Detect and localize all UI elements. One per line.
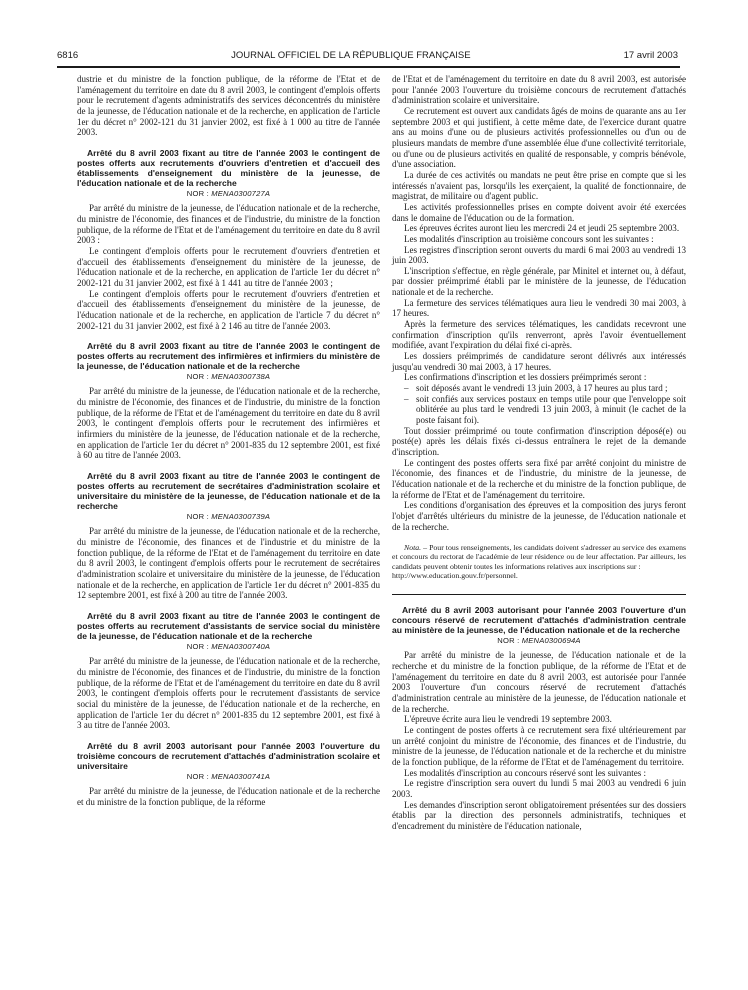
decree-secretaires <box>77 471 380 601</box>
body-paragraph: L'inscription s'effectue, en règle générale, par Minitel et internet ou, à défaut, par dossier préimprimé établi par le ministère de la jeunesse, de l'éducation nationale et de la recherche. <box>392 265 686 298</box>
running-head <box>57 48 678 62</box>
decree-paragraph: Le registre d'inscription sera ouvert du lundi 5 mai 2003 au vendredi 6 juin 2003. <box>392 778 686 799</box>
list-item: – soit déposés avant le vendredi 13 juin 2003, à 17 heures au plus tard ; <box>392 383 686 394</box>
nota-url[interactable]: http://www.education.gouv.fr/personnel. <box>392 570 518 580</box>
submission-options-list <box>392 383 686 426</box>
body-paragraph: Les conditions d'organisation des épreuves et la composition des jurys feront l'objet d'arrêtés ultérieurs du ministre de la jeunesse, de l'éducation nationale et de la recherche. <box>392 500 686 532</box>
decree-paragraph: Par arrêté du ministre de la jeunesse, de l'éducation nationale et de la recherche, du ministre de l'économie, des finances et de l'industrie, du ministre de la fonction publique, de la réforme de l'Etat et de l'aménagement du territoire en date du 8 avril 2003, le contingent d'emplois offerts pour le recrutement des infirmières et infirmiers du ministère de la jeunesse, de l'éducation nationale et de la recherche, en application de l'article 1er du décret n° 2001-835 du 12 septembre 2001, est fixé à 60 au titre de l'année 2003. <box>77 386 380 461</box>
section-separator <box>392 594 686 595</box>
decree-paragraph: Par arrêté du ministre de la jeunesse, de l'éducation nationale et de la recherche, du ministre de l'économie, des finances et de l'industrie et du ministre de la fonction publique, de la réforme de l'Etat et de l'aménagement du territoire en date du 8 avril 2003, le contingent d'emplois offerts pour le recrutement de secrétaires d'administration scolaire et universitaire du ministère de la jeunesse, de l'éducation nationale et de la recherche, en application de l'article 1er du décret n° 2001-835 du 12 septembre 2001, est fixé à 200 au titre de l'année 2003. <box>77 526 380 601</box>
decree-paragraph: Par arrêté du ministre de la jeunesse, de l'éducation nationale et de la recherche et du ministre de la fonction publique, de la réforme <box>77 786 380 807</box>
decree-infirmiers <box>77 341 380 461</box>
nor-reference <box>77 189 380 199</box>
body-paragraph: La durée de ces activités ou mandats ne peut être prise en compte que si les intéressés n'avaient pas, lorsqu'ils les exerçaient, la qualité de fonctionnaire, de magistrat, de militaire ou d'agent public. <box>392 169 686 202</box>
nor-label: NOR : <box>186 642 209 652</box>
continued-paragraph: de l'Etat et de l'aménagement du territoire en date du 8 avril 2003, est autorisée pour l'année 2003 l'ouverture du troisième concours de recrutement d'attachés d'administration scolaire et universitaire. <box>392 74 686 106</box>
body-paragraph: Les activités professionnelles prises en compte doivent avoir été exercées dans le domaine de l'éducation ou de la formation. <box>392 201 686 223</box>
body-paragraph: Les dossiers préimprimés de candidature seront délivrés aux intéressés jusqu'au vendredi 30 mai 2003, à 17 heures. <box>392 351 686 372</box>
nor-reference <box>77 372 380 382</box>
body-paragraph: Les registres d'inscription seront ouverts du mardi 6 mai 2003 au vendredi 13 juin 2003. <box>392 244 686 266</box>
decree-troisieme-concours <box>77 741 380 808</box>
decree-title: Arrêté du 8 avril 2003 fixant au titre de l'année 2003 le contingent de postes offerts au recrutement d'assistants de service social du ministère de la jeunesse, de l'éducation nationale et de la recherche <box>77 611 380 642</box>
nota-note <box>392 543 686 571</box>
body-paragraph: Les épreuves écrites auront lieu les mercredi 24 et jeudi 25 septembre 2003. <box>404 223 680 234</box>
nota-text: Pour tous renseignements, les candidats doivent s'adresser au service des examens et concours du rectorat de l'académie de leur résidence ou de leur affectation. Par ailleurs, les candidats peuvent obtenir toutes les informations relatives aux inscriptions sur : <box>392 543 686 571</box>
nor-label: NOR : <box>497 636 520 646</box>
body-paragraph: Les modalités d'inscription au troisième concours sont les suivantes : <box>404 233 654 244</box>
body-paragraph: Tout dossier préimprimé ou toute confirmation d'inscription déposé(e) ou posté(e) après les délais fixés ci-dessus entraînera le rejet de la demande d'inscription. <box>392 425 686 457</box>
decree-title: Arrêté du 8 avril 2003 autorisant pour l'année 2003 l'ouverture du troisième concours de recrutement d'attachés d'administration scolaire et universitaire <box>77 740 380 772</box>
nor-reference <box>77 772 380 782</box>
continued-paragraph: dustrie et du ministre de la fonction publique, de la réforme de l'Etat et de l'aménagement du territoire en date du 8 avril 2003, le contingent d'emplois offerts pour le recrutement d'agents administratifs des services déconcentrés du ministère de la jeunesse, de l'éducation nationale et de la recherche, en application de l'article 1er du décret n° 2002-121 du 31 janvier 2002, est fixé à 1 000 au titre de l'année 2003. <box>77 74 380 138</box>
decree-paragraph: Le contingent d'emplois offerts pour le recrutement d'ouvriers d'entretien et d'accueil des établissements d'enseignement du ministère de la jeunesse, de l'éducation nationale et de la recherche, en application de l'article 7 du décret n° 2002-121 du 31 janvier 2002, est fixé à 2 146 au titre de l'année 2003. <box>77 288 380 331</box>
nor-reference <box>77 642 380 652</box>
right-column <box>392 74 686 831</box>
nor-label: NOR : <box>186 372 209 382</box>
decree-paragraph: Le contingent de postes offerts à ce recrutement sera fixé ultérieurement par un arrêté conjoint du ministre de l'économie, des finances et de l'industrie, du ministre de la jeunesse, de l'éducation nationale et de la recherche et du ministre de la fonction publique, de la réforme de l'Etat et de l'aménagement du territoire. <box>392 724 686 767</box>
decree-paragraph: Par arrêté du ministre de la jeunesse, de l'éducation nationale et de la recherche et du ministre de la fonction publique, de la réforme de l'Etat et de l'aménagement du territoire en date du 8 avril 2003, est autorisée pour l'année 2003 l'ouverture d'un concours réservé de recrutement d'attachés d'administration centrale au ministère de la jeunesse, de l'éducation nationale et de la recherche. <box>392 650 686 714</box>
decree-concours-reserve <box>392 605 686 831</box>
nor-label: NOR : <box>186 189 209 199</box>
nor-code: MENA0300741A <box>211 772 271 782</box>
decree-title: Arrêté du 8 avril 2003 autorisant pour l'année 2003 l'ouverture d'un concours réservé de recrutement d'attachés d'administration centrale au ministère de la jeunesse, de l'éducation nationale et de la recherche <box>392 605 686 636</box>
nor-label: NOR : <box>186 512 209 522</box>
nor-code: MENA0300727A <box>211 189 271 199</box>
decree-ouvriers-entretien <box>77 148 380 331</box>
nor-code: MENA0300738A <box>211 372 271 382</box>
list-item: – soit confiés aux services postaux en temps utile pour que l'enveloppe soit oblitérée au plus tard le vendredi 13 juin 2003, à minuit (le cachet de la poste faisant foi). <box>392 394 686 426</box>
decree-paragraph: Par arrêté du ministre de la jeunesse, de l'éducation nationale et de la recherche, du ministre de l'économie, des finances et de l'industrie, du ministre de la fonction publique, de la réforme de l'Etat et de l'aménagement du territoire en date du 8 avril 2003, le contingent d'emplois offerts pour le recrutement d'assistants de service social du ministère de la jeunesse, de l'éducation nationale et de la recherche, en application de l'article 1er du décret n° 2001-835 du 12 septembre 2001, est fixé à 3 au titre de l'année 2003. <box>77 656 380 731</box>
issue-date: 17 avril 2003 <box>623 49 678 61</box>
left-column <box>77 74 380 808</box>
body-paragraph: Les confirmations d'inscription et les dossiers préimprimés seront : <box>404 372 647 383</box>
nor-code: MENA0300739A <box>211 512 271 522</box>
decree-title: Arrêté du 8 avril 2003 fixant au titre de l'année 2003 le contingent de postes offerts aux recrutements d'ouvriers d'entretien et d'accueil des établissements d'enseignement du ministère de la jeunesse, de l'éducation nationale et de la recherche <box>77 147 380 189</box>
body-paragraph: Après la fermeture des services télématiques, les candidats recevront une confirmation d'inscription qu'ils renverront, après l'avoir éventuellement modifiée, avant l'expiration du délai fixé ci-après. <box>392 319 686 351</box>
body-paragraph: La fermeture des services télématiques aura lieu le vendredi 30 mai 2003, à 17 heures. <box>392 297 686 319</box>
nor-label: NOR : <box>186 772 209 782</box>
body-paragraph: Le contingent des postes offerts sera fixé par arrêté conjoint du ministre de l'économie, des finances et de l'industrie, du ministre de la jeunesse, de l'éducation nationale et de la recherche et du ministre de la fonction publique, de la réforme de l'Etat et de l'aménagement du territoire. <box>392 457 686 500</box>
nor-reference <box>392 636 686 646</box>
journal-title: JOURNAL OFFICIEL DE LA RÉPUBLIQUE FRANÇAISE <box>231 49 471 61</box>
decree-title: Arrêté du 8 avril 2003 fixant au titre de l'année 2003 le contingent de postes offerts au recrutement de secrétaires d'administration scolaire et universitaire du ministère de la jeunesse, de l'éducation nationale et de la recherche <box>77 471 380 512</box>
decree-paragraph: L'épreuve écrite aura lieu le vendredi 19 septembre 2003. <box>404 714 612 725</box>
page-number: 6816 <box>57 49 79 61</box>
nor-code: MENA0300740A <box>211 642 271 652</box>
decree-paragraph: Par arrêté du ministre de la jeunesse, de l'éducation nationale et de la recherche, du ministre de l'économie, des finances et de l'industrie, du ministre de la fonction publique, de la réforme de l'Etat et de l'aménagement du territoire en date du 8 avril 2003 : <box>77 203 380 246</box>
nor-code: MENA0300694A <box>521 636 581 646</box>
body-paragraph: Ce recrutement est ouvert aux candidats âgés de moins de quarante ans au 1er septembre 2003 et qui justifient, à cette même date, de l'exercice durant quatre ans au moins d'une ou de plusieurs activités professionnelles ou d'un ou de plusieurs mandats de membre d'une assemblée élue d'une collectivité territoriale, ou d'une ou de plusieurs activités en qualité de responsable, y compris bénévole, d'une association. <box>392 105 686 170</box>
decree-paragraph: Les modalités d'inscription au concours réservé sont les suivantes : <box>404 767 647 778</box>
decree-assistants-social <box>77 611 380 731</box>
nota-label: Nota. – <box>404 543 428 553</box>
header-rule <box>57 66 680 68</box>
nor-reference <box>77 512 380 522</box>
decree-paragraph: Les demandes d'inscription seront obligatoirement présentées sur des dossiers établis par la direction des personnels administratifs, techniques et d'encadrement du ministère de l'éducation nationale, <box>392 799 686 831</box>
decree-paragraph: Le contingent d'emplois offerts pour le recrutement d'ouvriers d'entretien et d'accueil des établissements d'enseignement du ministère de la jeunesse, de l'éducation nationale et de la recherche, en application de l'article 1er du décret n° 2002-121 du 31 janvier 2002, est fixé à 1 441 au titre de l'année 2003 ; <box>77 245 380 288</box>
decree-title: Arrêté du 8 avril 2003 fixant au titre de l'année 2003 le contingent de postes offerts au recrutement des infirmières et infirmiers du ministère de la jeunesse, de l'éducation nationale et de la recherche <box>77 341 380 372</box>
